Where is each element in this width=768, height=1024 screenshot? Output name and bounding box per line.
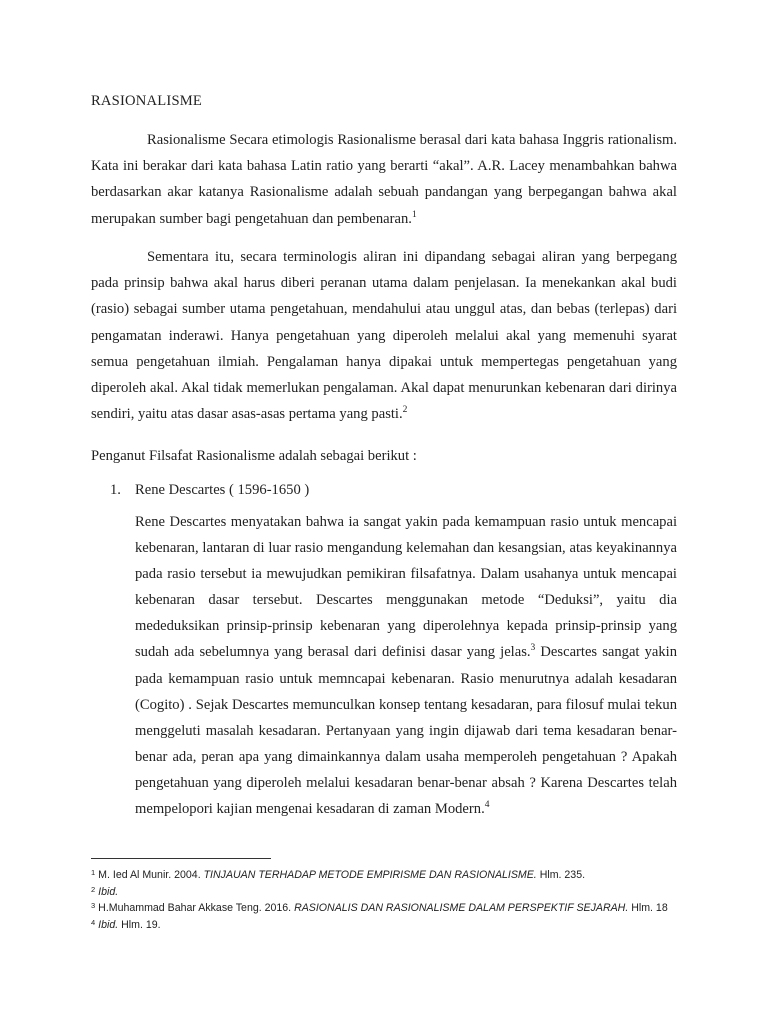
paragraph-etymology: [91, 127, 677, 232]
footnote-title: TINJAUAN TERHADAP METODE EMPIRISME DAN RASIONALISME.: [203, 869, 537, 881]
paragraph-terminology: [91, 244, 677, 427]
footnote-text: H.Muhammad Bahar Akkase Teng. 2016.: [98, 902, 295, 914]
footnote-number: 4: [91, 917, 96, 927]
document-title: RASIONALISME: [91, 93, 203, 109]
paragraph-text: Rasionalisme Secara etimologis Rasionalisme berasal dari kata bahasa Inggris rationalism. Kata ini berakar dari kata bahasa Latin ratio yang berarti “akal”. A.R. Lacey menambahkan bahwa berdasarkan akar katanya Rasionalisme adalah sebuah pandangan yang berpegangan bahwa akal merupakan sumber bagi pengetahuan dan pembenaran.: [91, 132, 677, 227]
footnote-ref[interactable]: 2: [402, 405, 408, 416]
footnote-title: RASIONALIS DAN RASIONALISME DALAM PERSPEKTIF SEJARAH.: [294, 902, 629, 914]
footnote-separator: [91, 858, 271, 859]
list-body-text: Rene Descartes menyatakan bahwa ia sangat yakin pada kemampuan rasio untuk mencapai kebenaran, lantaran di luar rasio mengandung kelemahan dan kesangsian, atas keyakinannya pada rasio tersebut ia mewujudkan pemikiran filsafatnya. Dalam usahanya untuk mencapai kebenaran dasar tersebut. Descartes menggunakan metode “Deduksi”, yaitu dia mededuksikan prinsip-prinsip kebenaran yang diperolehnya kepada prinsip-prinsip yang sudah ada sebelumnya yang berasal dari definisi dasar yang jelas.: [135, 514, 677, 661]
footnote-page: Hlm. 18: [628, 902, 668, 914]
list-heading: Rene Descartes ( 1596-1650 ): [135, 482, 310, 498]
footnote-number: 1: [91, 868, 96, 877]
footnote-page: Hlm. 19.: [118, 918, 161, 931]
list-body: [135, 509, 677, 822]
footnote-text: M. Ied Al Munir. 2004.: [98, 869, 204, 881]
paragraph-followers-intro: [91, 443, 677, 469]
footnote-ref[interactable]: 1: [411, 209, 417, 220]
footnote-number: 2: [91, 884, 96, 894]
footnote: [91, 915, 691, 932]
footnote-title: Ibid.: [98, 918, 119, 931]
list-body-text: Descartes sangat yakin pada kemampuan rasio untuk memncapai kebenaran. Rasio menurutnya adalah kesadaran (Cogito) . Sejak Descartes memunculkan konsep tentang kesadaran, para filosuf mulai tekun menggeluti masalah kesadaran. Pertanyaan yang ingin dijawab dari tema kesadaran benar-benar ada, peran apa yang dimainkannya dalam usaha memperoleh pengetahuan ? Apakah pengetahuan yang diperoleh melalui kesadaran benar-benar absah ? Karena Descartes telah mempelopori kajian mengenai kesadaran di zaman Modern.: [135, 644, 678, 818]
footnote-number: 3: [91, 901, 96, 910]
footnotes: [91, 865, 691, 931]
footnote: [91, 898, 691, 915]
footnote-ref[interactable]: 4: [484, 800, 490, 811]
footnote-ref[interactable]: 3: [530, 643, 536, 654]
footnote-page: Hlm. 235.: [536, 869, 586, 881]
footnote-title: Ibid.: [98, 885, 119, 898]
paragraph-text: Sementara itu, secara terminologis aliran ini dipandang sebagai aliran yang berpegang pada prinsip bahwa akal harus diberi peranan utama dalam penjelasan. Ia menekankan akal budi (rasio) sebagai sumber utama pengetahuan, mendahului atau unggul atas, dan bebas (terlepas) dari pengamatan inderawi. Hanya pengetahuan yang diperoleh melalui akal yang memenuhi syarat semua pengetahuan ilmiah. Pengalaman hanya dipakai untuk mempertegas pengetahuan yang diperoleh akal. Akal tidak memerlukan pengalaman. Akal dapat menurunkan kebenaran dari dirinya sendiri, yaitu atas dasar asas-asas pertama yang pasti.: [91, 249, 677, 423]
list-number: 1.: [110, 482, 121, 498]
footnote: [91, 882, 691, 899]
paragraph-text: Penganut Filsafat Rasionalisme adalah sebagai berikut :: [91, 448, 417, 464]
footnote: [91, 865, 691, 882]
